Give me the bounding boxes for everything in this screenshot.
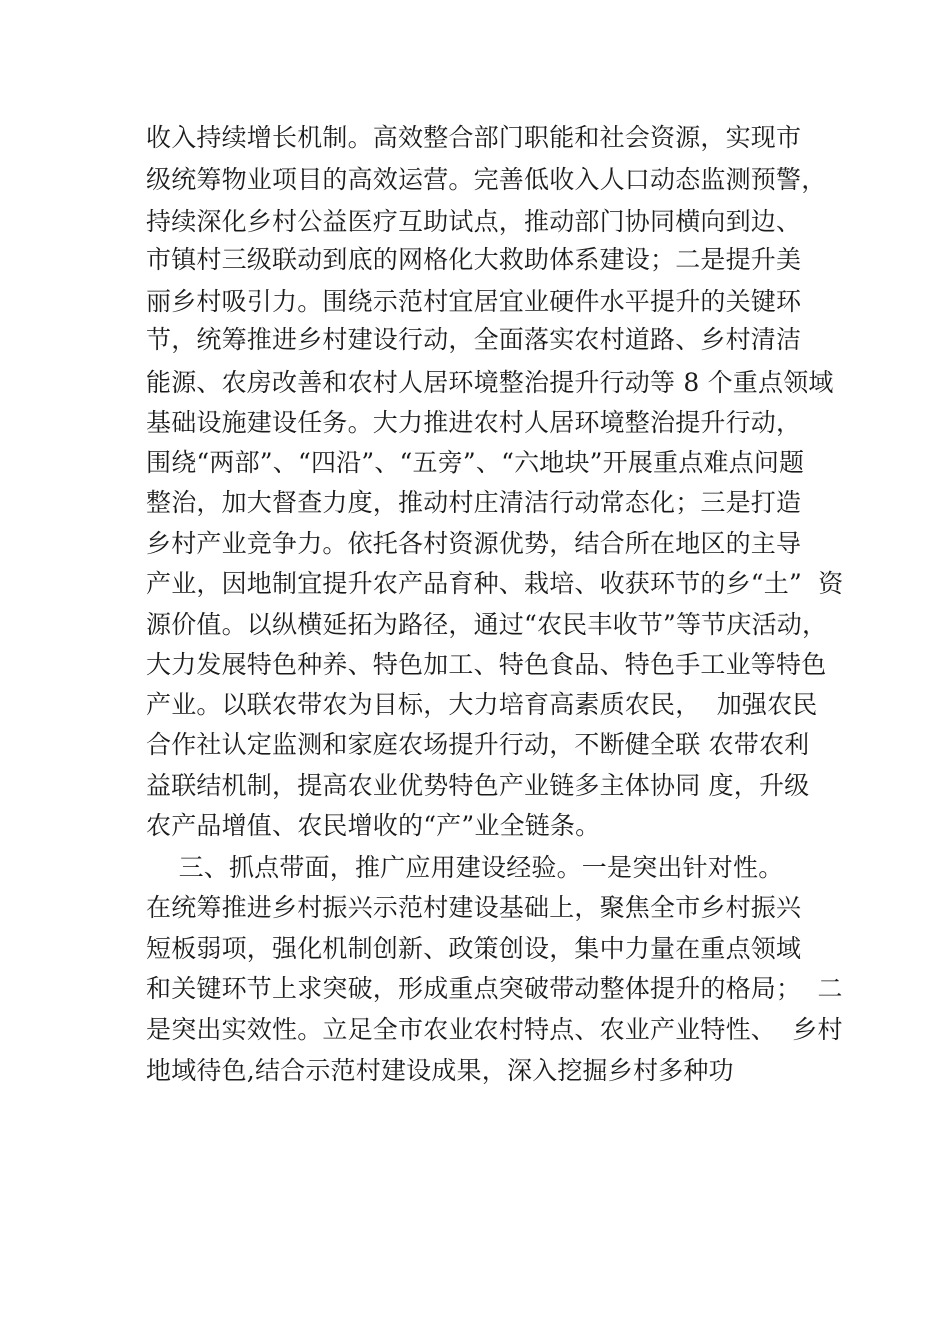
text-line: 产业。以联农带农为目标，大力培育高素质农民， 加强农民 [146,690,818,719]
text-line: 农产品增值、农民增收的“产”业全链条。 [146,811,601,840]
text-line: 和关键环节上求突破，形成重点突破带动整体提升的格局； 二 [146,974,843,1003]
text-line: 基础设施建设任务。大力推进农村人居环境整治提升行动， [146,408,802,437]
text-line: 整治，加大督查力度，推动村庄清洁行动常态化；三是打造 [146,488,802,517]
text-line: 收入持续增长机制。高效整合部门职能和社会资源，实现市 [146,123,802,152]
text-line: 市镇村三级联动到底的网格化大救助体系建设；二是提升美 [146,245,802,274]
text-line: 大力发展特色种养、特色加工、特色食品、特色手工业等特色 [146,650,827,679]
text-line: 节，统筹推进乡村建设行动，全面落实农村道路、乡村清洁 [146,325,802,354]
text-line: 丽乡村吸引力。围绕示范村宜居宜业硬件水平提升的关键环 [146,287,802,316]
text-line: 级统筹物业项目的高效运营。完善低收入人口动态监测预警， [146,165,827,194]
text-line: 持续深化乡村公益医疗互助试点，推动部门协同横向到边、 [146,207,802,236]
text-line: 源价值。以纵横延拓为路径，通过“农民丰收节”等节庆活动， [146,610,828,639]
text-line: 地域待色,结合示范村建设成果，深入挖掘乡村多种功 [146,1056,734,1085]
text-line: 在统筹推进乡村振兴示范村建设基础上，聚焦全市乡村振兴 [146,893,802,922]
text-line: 是突出实效性。立足全市农业农村特点、农业产业特性、 乡村 [146,1015,843,1044]
text-line: 三、抓点带面，推广应用建设经验。一是突出针对性。 [146,853,784,882]
text-line: 乡村产业竞争力。依托各村资源优势，结合所在地区的主导 [146,529,802,558]
text-line: 短板弱项，强化机制创新、政策创设，集中力量在重点领域 [146,934,802,963]
text-line: 合作社认定监测和家庭农场提升行动，不断健全联 农带农利 [146,730,810,759]
text-line: 能源、农房改善和农村人居环境整治提升行动等 8 个重点领域 [146,368,834,397]
text-line: 益联结机制，提高农业优势特色产业链多主体协同 度，升级 [146,771,810,800]
text-line: 围绕“两部”、“四沿”、“五旁”、“六地块”开展重点难点问题 [146,448,805,477]
text-line: 产业，因地制宜提升农产品育种、栽培、收获环节的乡“土” 资 [146,569,844,598]
